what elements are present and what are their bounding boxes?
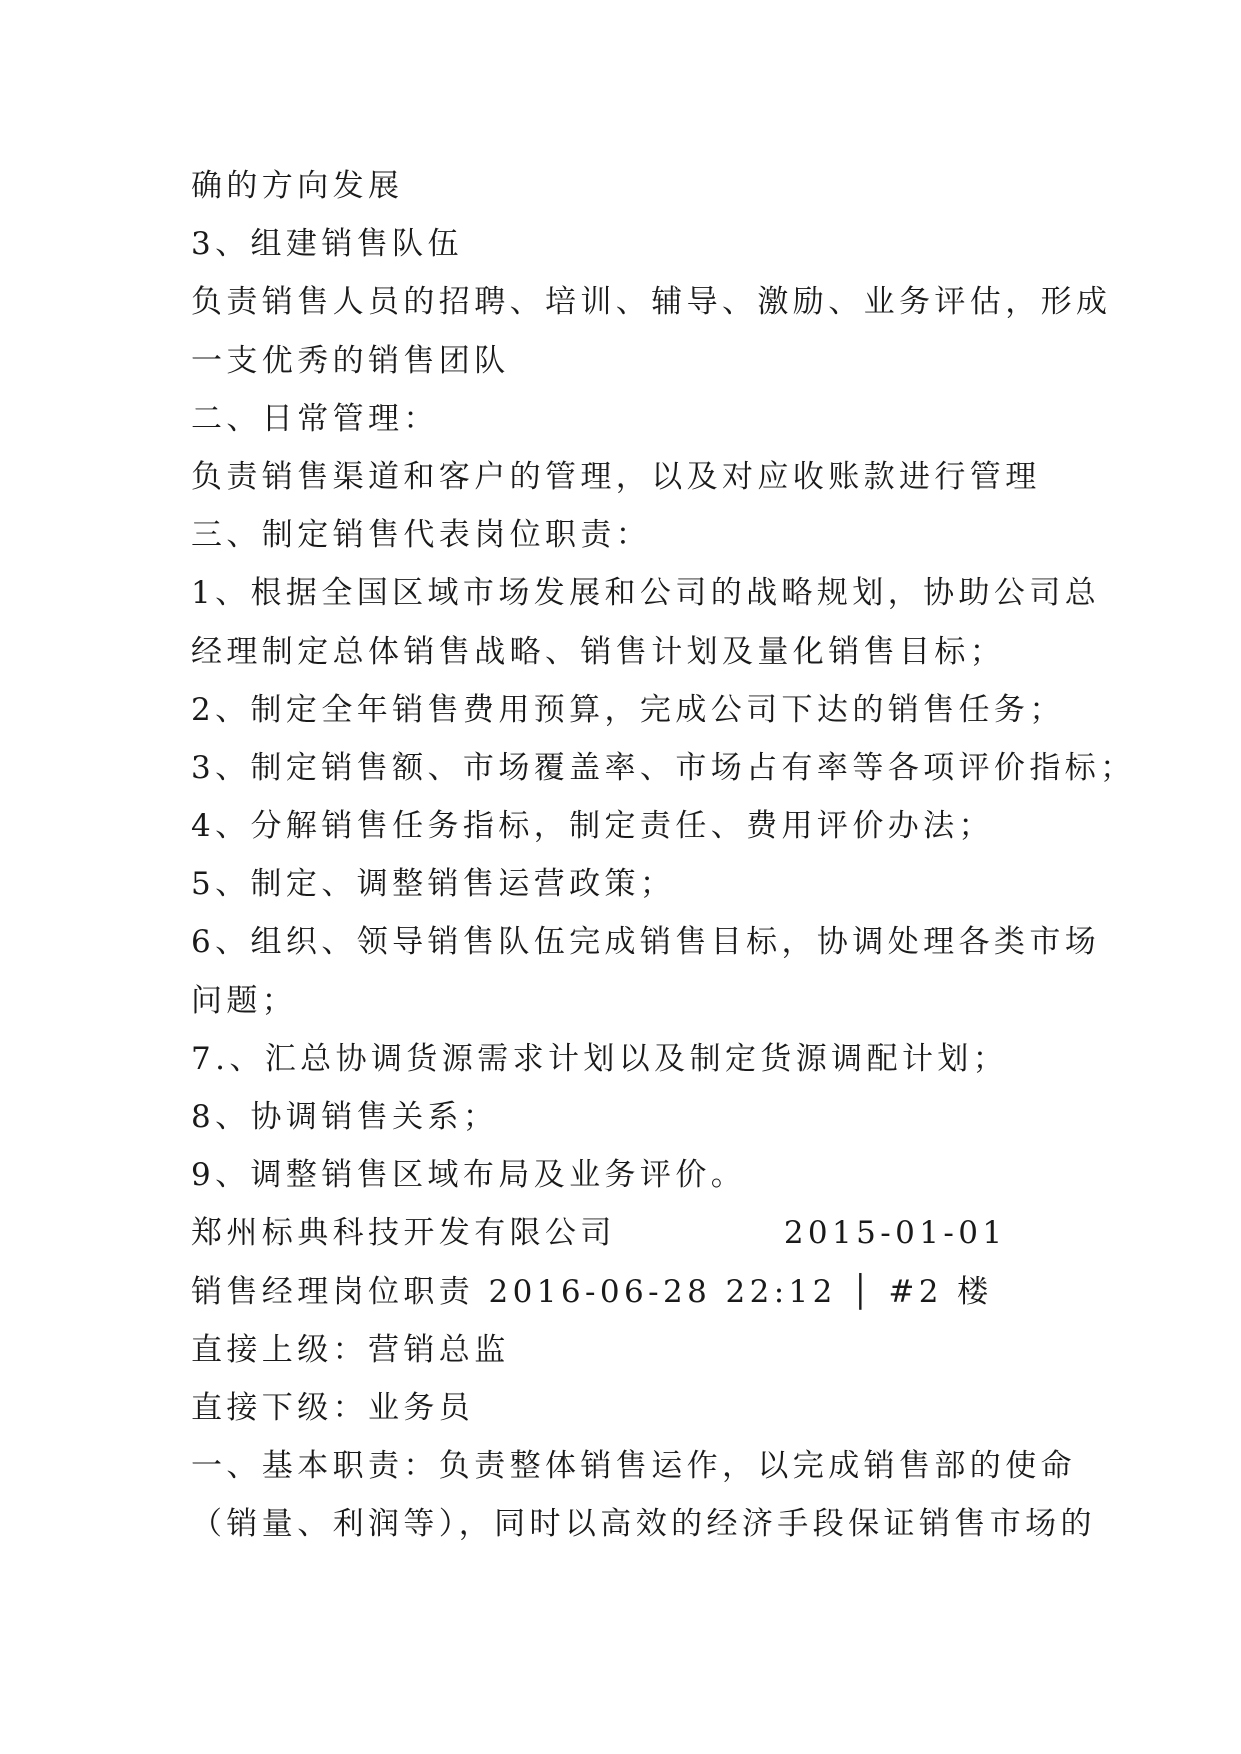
list-item: 5、制定、调整销售运营政策； xyxy=(191,866,676,903)
document-body xyxy=(191,157,1136,1554)
list-item: 6、组织、领导销售队伍完成销售目标，协调处理各类市场 xyxy=(191,924,1101,961)
text-line: 直接下级：业务员 xyxy=(191,1389,475,1426)
section-heading: 3、组建销售队伍 xyxy=(191,226,463,263)
list-item: 7.、汇总协调货源需求计划以及制定货源调配计划； xyxy=(191,1040,1009,1077)
text-line: 负责销售人员的招聘、培训、辅导、激励、业务评估，形成 xyxy=(191,284,1112,321)
list-item: 1、根据全国区域市场发展和公司的战略规划，协助公司总 xyxy=(191,575,1101,612)
section-heading: 一、基本职责：负责整体销售运作，以完成销售部的使命 xyxy=(191,1448,1076,1485)
list-item: 4、分解销售任务指标，制定责任、费用评价办法； xyxy=(191,808,994,845)
list-item: 2、制定全年销售费用预算，完成公司下达的销售任务； xyxy=(191,691,1065,728)
list-item: 9、调整销售区域布局及业务评价。 xyxy=(191,1157,747,1194)
post-header: 销售经理岗位职责 2016-06-28 22:12 │ #2 楼 xyxy=(191,1273,993,1310)
document-date: 2015-01-01 xyxy=(783,1215,1007,1252)
section-heading: 三、制定销售代表岗位职责： xyxy=(191,517,652,554)
text-line: 确的方向发展 xyxy=(191,168,404,204)
company-name: 郑州标典科技开发有限公司 xyxy=(191,1215,616,1252)
list-item: 8、协调销售关系； xyxy=(191,1099,499,1135)
list-item: 3、制定销售额、市场覆盖率、市场占有率等各项评价指标； xyxy=(191,749,1136,786)
text-line: （销量、利润等），同时以高效的经济手段保证销售市场的 xyxy=(191,1506,1096,1543)
list-item-continuation: 经理制定总体销售战略、销售计划及量化销售目标； xyxy=(191,633,1006,670)
list-item-continuation: 问题； xyxy=(191,982,298,1019)
text-line: 负责销售渠道和客户的管理，以及对应收账款进行管理 xyxy=(191,458,1041,495)
company-date-line xyxy=(191,1204,1071,1262)
text-line: 一支优秀的销售团队 xyxy=(191,342,510,379)
section-heading: 二、日常管理： xyxy=(191,400,439,437)
text-line: 直接上级：营销总监 xyxy=(191,1331,510,1368)
